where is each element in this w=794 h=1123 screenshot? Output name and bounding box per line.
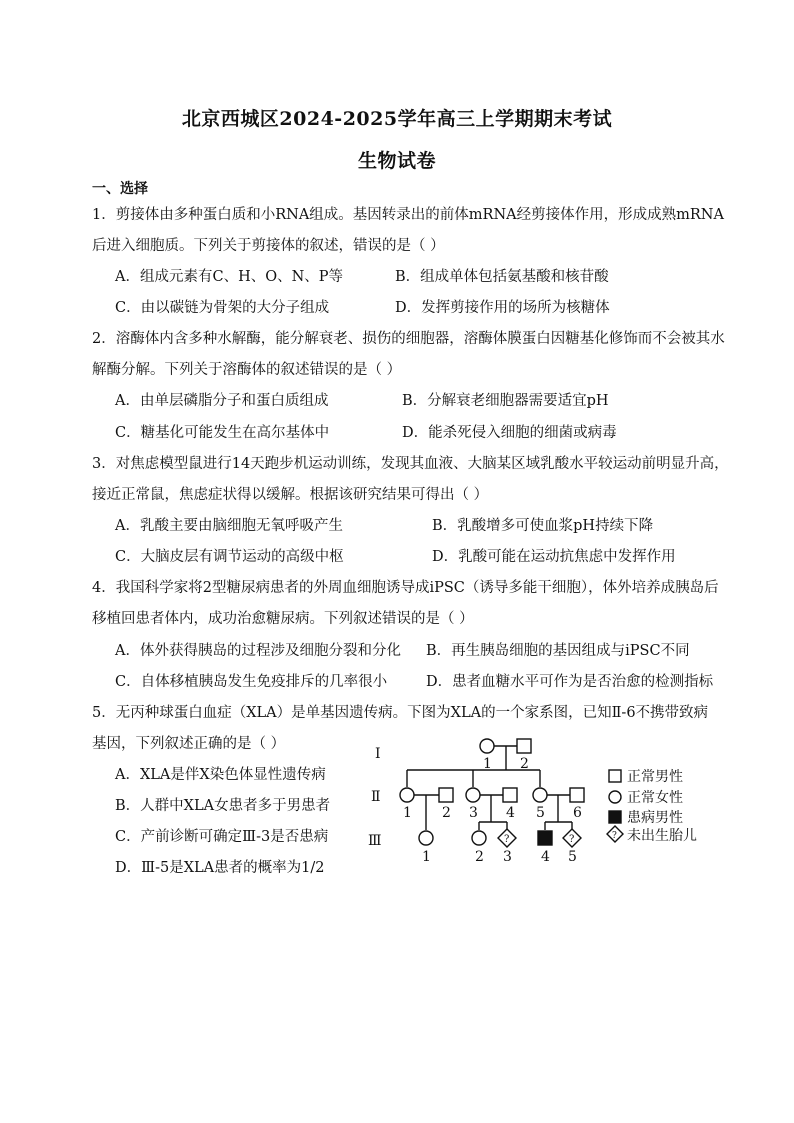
question-3-line-1: 3．对焦虑模型鼠进行14天跑步机运动训练，发现其血液、大脑某区域乳酸水平较运动前明显升高， [92,456,729,472]
pedigree-label-i2: 2 [520,756,529,772]
pedigree-label-iii5: 5 [568,849,577,865]
question-1-line-1: 1．剪接体由多种蛋白质和小RNA组成。基因转录出的前体mRNA经剪接体作用，形成成熟mRNA [92,207,724,223]
legend-affected-symbol [609,811,621,823]
pedigree-i2-male [517,739,531,753]
page-subtitle: 生物试卷 [357,150,436,172]
pedigree-i1-female [480,739,494,753]
pedigree-label-ii5: 5 [536,805,545,821]
pedigree-ii5-female [533,788,547,802]
question-2-option-b: B．分解衰老细胞器需要适宜pH [402,393,609,409]
pedigree-label-iii4: 4 [541,849,550,865]
legend-female-label: 正常女性 [627,790,683,806]
pedigree-iii3-question-mark: ? [504,834,510,845]
question-5-line-1: 5．无丙种球蛋白血症（XLA）是单基因遗传病。下图为XLA的一个家系图，已知Ⅱ-6不携带致病 [92,705,709,721]
pedigree-ii1-female [400,788,414,802]
pedigree-label-iii2: 2 [475,849,484,865]
question-5-option-d: D．Ⅲ-5是XLA患者的概率为1/2 [115,860,325,876]
question-1-option-d: D．发挥剪接作用的场所为核糖体 [395,300,610,316]
pedigree-label-ii6: 6 [573,805,582,821]
question-4-option-d: D．患者血糖水平可作为是否治愈的检测指标 [426,674,714,690]
question-1-line-2: 后进入细胞质。下列关于剪接体的叙述，错误的是（ ） [92,238,445,254]
question-3-option-c: C．大脑皮层有调节运动的高级中枢 [115,549,344,565]
pedigree-iii1-female [419,831,433,845]
question-2-line-1: 2．溶酶体内含多种水解酶，能分解衰老、损伤的细胞器，溶酶体膜蛋白因糖基化修饰而不会被其水 [92,331,725,347]
pedigree-label-ii1: 1 [403,805,412,821]
question-3-line-2: 接近正常鼠，焦虑症状得以缓解。根据该研究结果可得出（ ） [92,487,489,503]
question-3-option-a: A．乳酸主要由脑细胞无氧呼吸产生 [115,518,343,534]
pedigree-ii2-male [439,788,453,802]
question-4-option-c: C．自体移植胰岛发生免疫排斥的几率很小 [115,674,388,690]
question-4-line-1: 4．我国科学家将2型糖尿病患者的外周血细胞诱导成iPSC（诱导多能干细胞），体外培养成胰岛后 [92,580,719,596]
question-5-option-b: B．人群中XLA女患者多于男患者 [115,798,331,814]
pedigree-label-ii4: 4 [506,805,515,821]
pedigree-ii6-male [570,788,584,802]
question-5-line-2: 基因，下列叙述正确的是（ ） [92,736,286,752]
legend-unborn-label: 未出生胎儿 [627,828,697,844]
question-5-option-a: A．XLA是伴X染色体显性遗传病 [115,767,326,783]
question-2-line-2: 解酶分解。下列关于溶酶体的叙述错误的是（ ） [92,362,402,378]
pedigree-iii2-female [472,831,486,845]
page-title: 北京西城区2024-2025学年高三上学期期末考试 [181,108,613,130]
question-2-option-c: C．糖基化可能发生在高尔基体中 [115,425,330,441]
pedigree-iii5-question-mark: ? [569,834,575,845]
pedigree-ii3-female [466,788,480,802]
pedigree-label-ii3: 3 [469,805,478,821]
legend-male-label: 正常男性 [627,769,683,785]
pedigree-label-iii3: 3 [503,849,512,865]
generation-label-i: Ⅰ [375,746,381,762]
legend-unborn-question-mark: ? [612,831,617,841]
question-4-option-b: B．再生胰岛细胞的基因组成与iPSC不同 [426,643,690,659]
pedigree-label-i1: 1 [483,756,492,772]
question-4-option-a: A．体外获得胰岛的过程涉及细胞分裂和分化 [115,643,401,659]
question-1-option-a: A．组成元素有C、H、O、N、P等 [115,269,344,285]
question-3-option-b: B．乳酸增多可使血浆pH持续下降 [432,518,654,534]
generation-label-iii: Ⅲ [368,833,382,849]
question-1-option-b: B．组成单体包括氨基酸和核苷酸 [395,269,609,285]
question-4-line-2: 移植回患者体内，成功治愈糖尿病。下列叙述错误的是（ ） [92,611,474,627]
pedigree-label-ii2: 2 [442,805,451,821]
question-2-option-a: A．由单层磷脂分子和蛋白质组成 [115,393,329,409]
question-5-option-c: C．产前诊断可确定Ⅲ-3是否患病 [115,829,329,845]
pedigree-ii4-male [503,788,517,802]
question-2-option-d: D．能杀死侵入细胞的细菌或病毒 [402,425,617,441]
pedigree-iii4-affected-male [538,831,552,845]
question-1-option-c: C．由以碳链为骨架的大分子组成 [115,300,330,316]
question-3-option-d: D．乳酸可能在运动抗焦虑中发挥作用 [432,549,676,565]
pedigree-label-iii1: 1 [422,849,431,865]
legend-affected-label: 患病男性 [627,810,683,826]
section-heading: 一、选择 [92,181,148,197]
generation-label-ii: Ⅱ [371,789,381,805]
legend-female-symbol [609,791,621,803]
legend-male-symbol [609,770,621,782]
